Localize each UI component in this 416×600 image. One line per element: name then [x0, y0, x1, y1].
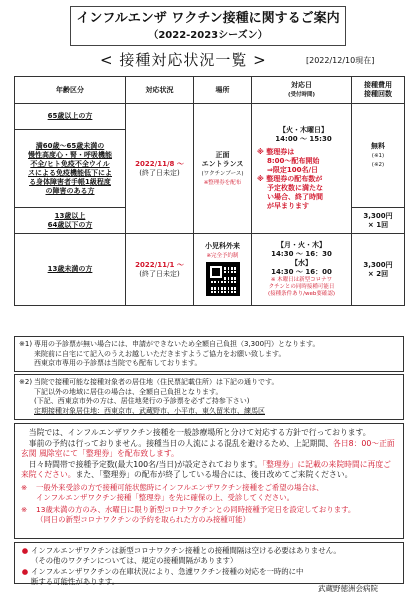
header-date: 対応日 (受付時間)	[252, 77, 352, 104]
header-place: 場所	[194, 77, 252, 104]
child-fee-cell: 3,300円 × 2回	[352, 234, 405, 306]
bullets-box	[14, 542, 404, 584]
season-label: （2022-2023シーズン）	[148, 30, 268, 41]
note-1-box	[14, 336, 404, 372]
adult-date-cell: 【火・木曜日】 14:00 ～ 15:30 ※ 整理券は 8:00～配布開始 ⇒限定100名/日 ※ 整理券の配布数が 予定枚数に満たな い場合、終了時間 が早まります	[252, 104, 352, 234]
qr-code[interactable]	[206, 262, 240, 296]
note-1-line: 来院前に自宅にて記入のうえお越しいただきますようご協力をお願い致します。	[34, 349, 286, 358]
info-asterisk-1: ※ 一般外来受診の方で接種可能状態時にインフルエンザワクチン接種をご希望の場合は、 インフルエンザワクチン接種「整理券」を先に確保の上、受診してください。	[21, 482, 324, 502]
adult-status-cell: 2022/11/8 ～ (終了日未定)	[126, 104, 194, 234]
hospital-name: 武蔵野徳洲会病院	[318, 584, 378, 593]
note-1-mark: ※1)	[19, 340, 33, 348]
age-13-64: 13歳以上 64歳以下の方	[15, 208, 126, 234]
table-row	[15, 234, 405, 306]
table-header-row	[15, 77, 405, 104]
page-title: インフルエンザ ワクチン接種に関するご案内	[76, 11, 340, 26]
age-60-65-disability: 満60歳～65歳未満の 慢性高度心・腎・呼吸機能 不全/ヒト免疫不全ウイル スによる免疫機能低下によ る身体障害者手帳1級程度 の障害のある方	[15, 130, 126, 208]
residence-areas: 定期接種対象居住地：西東京市、武蔵野市、小平市、東久留米市、練馬区	[34, 406, 265, 415]
note-2-box	[14, 374, 404, 420]
status-title: < 接種対応状況一覧 >	[100, 51, 267, 69]
header-status: 対応状況	[126, 77, 194, 104]
header-age: 年齢区分	[15, 77, 126, 104]
adult-place-cell: 正面 エントランス (ワクチンブース) ※整理券を配布	[194, 104, 252, 234]
note-1-line: 専用の予診票が無い場合には、申請ができないため全額自己負担（3,300円）となります。	[34, 340, 320, 348]
child-status-cell: 2022/11/1 ～ (終了日未定)	[126, 234, 194, 306]
info-para-1: 当院では、インフルエンザワクチン接種を一般診療場所と分けて対応する方針で行っております。	[28, 428, 371, 437]
title-box	[70, 6, 346, 46]
info-para-3: 日々時間帯で接種予定数(最大100名/当日)が設定されております。「整理券」に記載の来院時間に再度ご来院ください。また、「整理券」の配布が終了している場合には、後日改めてご来院ください。	[21, 459, 391, 480]
age-65-plus: 65歳以上の方	[15, 104, 126, 130]
bullet-1: ● インフルエンザワクチンは新型コロナワクチン接種との接種間隔は空ける必要はありません。 （その他のワクチンについては、規定の接種間隔があります）	[21, 546, 341, 565]
info-box	[14, 423, 404, 539]
header-fee: 接種費用 接種回数	[352, 77, 405, 104]
fee-free-cell: 無料 (※1) (※2)	[352, 104, 405, 208]
note-2-line: 当院で接種可能な接種対象者の居住地（住民票記載住所）は下記の通りです。	[34, 378, 279, 386]
note-2-line: 下記以外の地域に居住の場合は、全額自己負担となります。	[34, 387, 223, 396]
schedule-table	[14, 76, 405, 306]
child-place-cell: 小児科外来 ※完全予約制	[194, 234, 252, 306]
fee-paid-cell: 3,300円 × 1回	[352, 208, 405, 234]
note-2-mark: ※2)	[19, 378, 33, 386]
bullet-2: ● インフルエンザワクチンの在庫状況により、急遽ワクチン接種の対応を一時的に中 断する可能性があります。	[21, 567, 304, 586]
note-1-line: 西東京市専用の予診票は当院でも配布しております。	[34, 359, 202, 367]
status-date: [2022/12/10現在]	[306, 56, 375, 65]
note-2-line: (下記、西東京市外の方は、居住地発行の予診票を必ずご持参下さい)	[34, 397, 250, 405]
info-para-2: 事前の予約は行っておりません。接種当日の人流による混乱を避けるため、上記期間、各日8：00～正面玄関 風除室にて「整理券」を配布致します。	[21, 438, 395, 459]
info-asterisk-2: ※ 13歳未満の方のみ、水曜日に限り新型コロナワクチンとの同時接種予定日を設定しております。 （同日の新型コロナワクチンの予約を取られた方のみ接種可能）	[21, 504, 356, 524]
status-heading	[0, 50, 416, 72]
age-under-13: 13歳未満の方	[15, 234, 126, 306]
child-date-cell: 【月・火・木】 14:30 ～ 16：30 【水】 14:30 ～ 16：00 ※ 木曜日は新型コロナワ クチンとの同時接種可能日 (接種条件あり/web要確認)	[252, 234, 352, 306]
table-row	[15, 104, 405, 130]
